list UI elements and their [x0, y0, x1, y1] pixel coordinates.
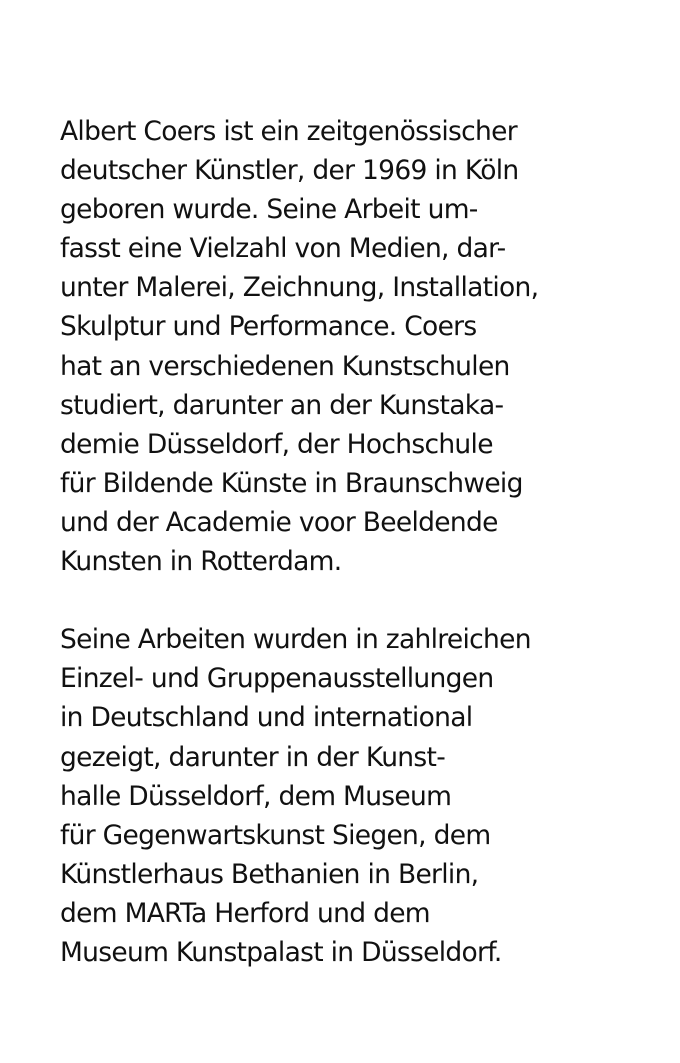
text-line: geboren wurde. Seine Arbeit um- — [60, 194, 478, 226]
text-line: Kunsten in Rotterdam. — [60, 546, 342, 578]
text-line: studiert, darunter an der Kunstaka- — [60, 389, 504, 421]
article-text — [60, 112, 660, 972]
text-line: für Gegenwartskunst Siegen, dem — [60, 819, 491, 851]
text-line: Seine Arbeiten wurden in zahlreichen — [60, 624, 531, 656]
text-line: hat an verschiedenen Kunstschulen — [60, 350, 510, 382]
text-line: gezeigt, darunter in der Kunst- — [60, 741, 446, 773]
text-line: Künstlerhaus Bethanien in Berlin, — [60, 858, 479, 890]
text-line: Einzel- und Gruppenausstellungen — [60, 663, 494, 695]
text-line: in Deutschland und international — [60, 702, 473, 734]
text-line: deutscher Künstler, der 1969 in Köln — [60, 155, 519, 187]
text-line: fasst eine Vielzahl von Medien, dar- — [60, 233, 506, 265]
text-line: unter Malerei, Zeichnung, Installation, — [60, 272, 539, 304]
text-line: Museum Kunstpalast in Düsseldorf. — [60, 936, 502, 968]
text-line: Skulptur und Performance. Coers — [60, 311, 477, 343]
text-line: demie Düsseldorf, der Hochschule — [60, 428, 493, 460]
paragraph-exhibitions — [60, 620, 660, 972]
text-line: und der Academie voor Beeldende — [60, 506, 498, 538]
text-line: dem MARTa Herford und dem — [60, 897, 430, 929]
paragraph-biography — [60, 112, 660, 581]
text-line: Albert Coers ist ein zeitgenössischer — [60, 116, 517, 147]
text-line: halle Düsseldorf, dem Museum — [60, 780, 452, 812]
text-line: für Bildende Künste in Braunschweig — [60, 467, 523, 499]
